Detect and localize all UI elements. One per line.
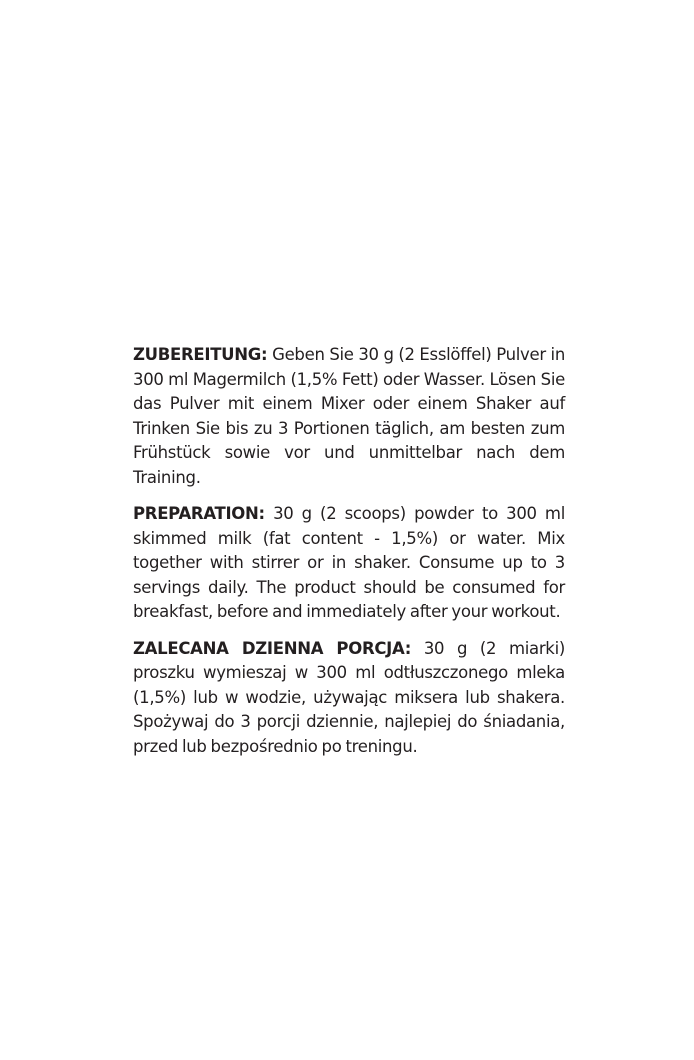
preparation-instructions [133, 343, 565, 771]
section-heading-german: ZUBEREITUNG: [133, 345, 268, 364]
section-heading-english: PREPARATION: [133, 504, 265, 523]
section-heading-polish: ZALECANA DZIENNA PORCJA: [133, 638, 412, 658]
section-text-german: Geben Sie 30 g (2 Esslöffel) Pulver in 300 ml Magermilch (1,5% Fett) oder Wasser. Lösen Sie das Pulver mit einem Mixer oder einem Shaker auf Trinken Sie bis zu 3 Portionen täglich, am besten zum Frühstück sowie vor und unmittelbar nach dem Training. [133, 345, 565, 487]
section-german [133, 343, 565, 490]
section-text-polish: 30 g (2 miarki) proszku wymieszaj w 300 ml odtłuszczonego mleka (1,5%) lub w wodzie, używając miksera lub shakera. Spożywaj do 3 porcji dziennie, najlepiej do śniadania, przed lub bezpośrednio po treningu. [133, 638, 565, 756]
section-polish [133, 637, 565, 760]
section-english [133, 502, 565, 625]
section-text-english: 30 g (2 scoops) powder to 300 ml skimmed milk (fat content - 1,5%) or water. Mix together with stirrer or in shaker. Consume up to 3 servings daily. The product should be consumed for breakfast, before and immediately after your workout. [133, 504, 565, 621]
